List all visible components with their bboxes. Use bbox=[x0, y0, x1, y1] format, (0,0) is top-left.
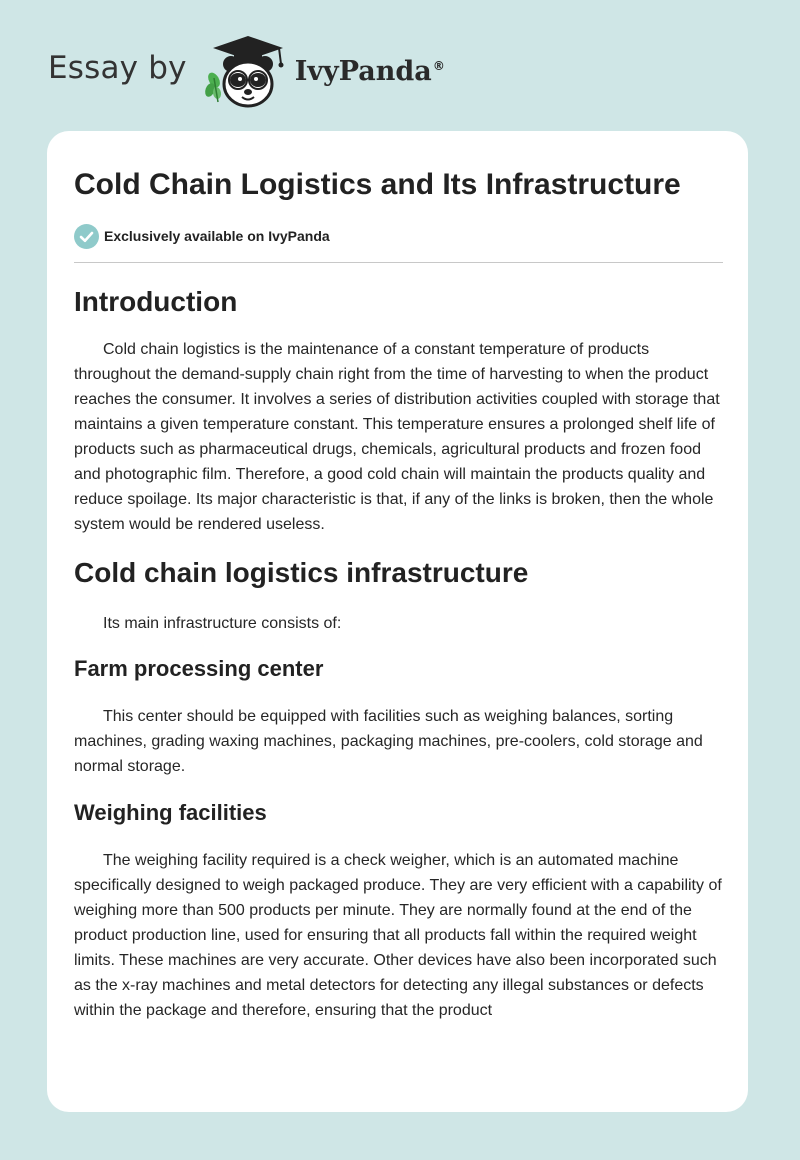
section-heading-infrastructure: Cold chain logistics infrastructure bbox=[74, 557, 529, 588]
section-paragraph-weighing: The weighing facility required is a check weigher, which is an automated machine specifically designed to weigh packaged produce. They are very efficient with a capability of weighing more than 500 products per minute. They are normally found at the end of the product production line, used for ensuring that all products fall within the required weight limits. These machines are very accurate. Other devices have also been incorporated such as the x-ray machines and metal detectors for detecting any illegal substances or defects within the package and therefore, ensuring that the product bbox=[74, 852, 722, 1019]
brand-name bbox=[295, 56, 445, 87]
site-header bbox=[48, 30, 445, 110]
ivypanda-logo-link[interactable] bbox=[201, 30, 445, 110]
essay-by-label: Essay by bbox=[48, 50, 187, 86]
exclusive-badge-text: Exclusively available on IvyPanda bbox=[104, 228, 330, 244]
section-paragraph-farm-processing: This center should be equipped with facilities such as weighing balances, sorting machines, grading waxing machines, packaging machines, pre-coolers, cold storage and normal storage. bbox=[74, 708, 703, 775]
section-heading-introduction: Introduction bbox=[74, 286, 238, 317]
panda-graduate-logo-icon bbox=[201, 30, 293, 110]
article-title: Cold Chain Logistics and Its Infrastructure bbox=[74, 168, 681, 201]
exclusive-badge bbox=[74, 223, 723, 249]
section-heading-farm-processing: Farm processing center bbox=[74, 656, 324, 681]
registered-mark: ® bbox=[432, 58, 445, 73]
section-heading-weighing: Weighing facilities bbox=[74, 800, 267, 825]
section-paragraph-infrastructure: Its main infrastructure consists of: bbox=[103, 615, 342, 632]
title-divider bbox=[74, 262, 723, 263]
article-content bbox=[74, 164, 723, 1023]
check-circle-icon bbox=[74, 224, 99, 249]
article-card bbox=[47, 131, 748, 1112]
section-paragraph-introduction: Cold chain logistics is the maintenance of a constant temperature of products throughout the demand-supply chain right from the time of harvesting to when the product reaches the consumer. It involves a series of distribution activities coupled with storage that maintains a given temperature constant. This temperature ensures a prolonged shelf life of products such as pharmaceutical drugs, chemicals, agricultural products and frozen food and photographic film. Therefore, a good cold chain will maintain the products quality and reduce spoilage. Its major characteristic is that, if any of the links is broken, then the whole system would be rendered useless. bbox=[74, 341, 720, 533]
brand-name-text: IvyPanda bbox=[294, 55, 432, 87]
